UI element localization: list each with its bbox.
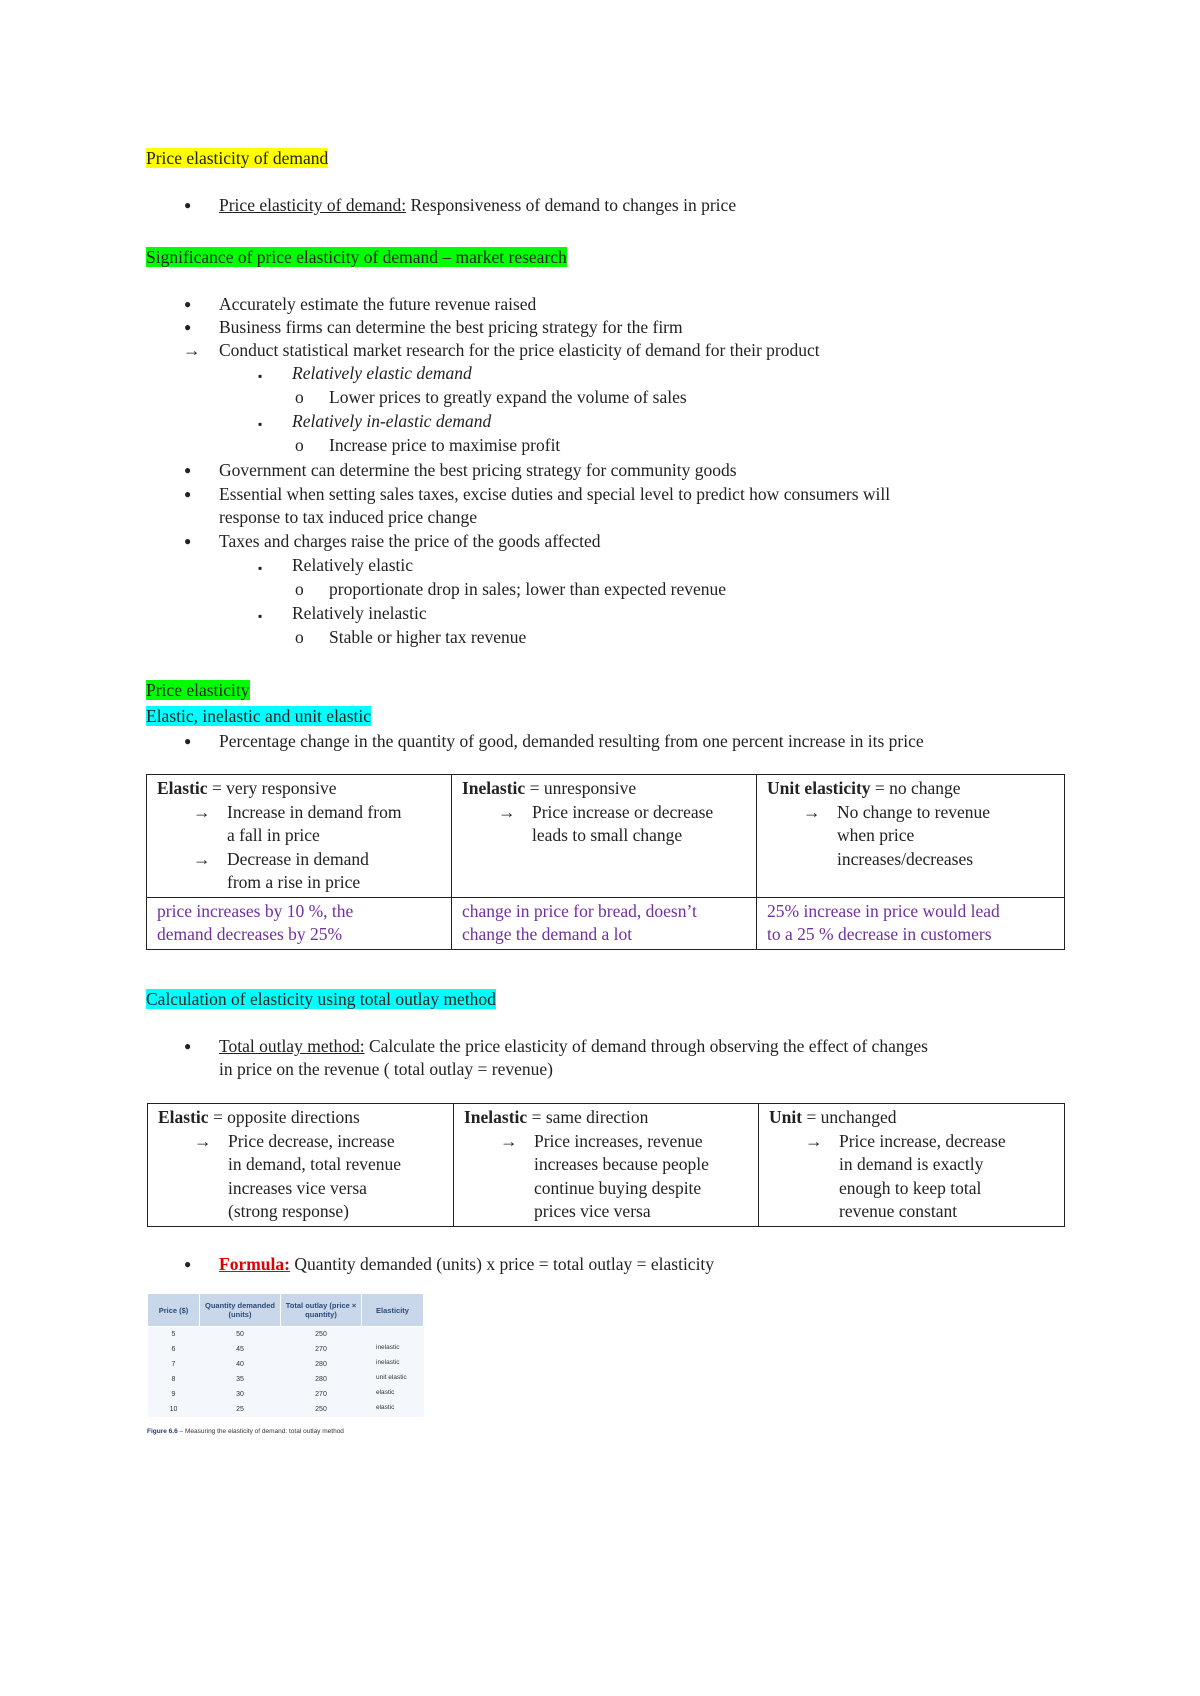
bullet-icon: ● <box>184 320 192 334</box>
list-item: Conduct statistical market research for the price elasticity of demand for their product <box>219 340 820 360</box>
square-bullet-icon: ▪ <box>258 561 263 575</box>
elasticity-types-table <box>146 774 1065 950</box>
arrow-icon: → <box>805 1130 823 1151</box>
figure-header-row <box>148 1294 424 1327</box>
figure-row: 5 50 250 <box>148 1327 424 1343</box>
arrow-icon: → <box>183 340 201 360</box>
circle-bullet-icon: o <box>295 627 304 647</box>
bullet-icon: ● <box>184 1257 192 1271</box>
list-item: Increase price to maximise profit <box>329 435 561 455</box>
list-item: Taxes and charges raise the price of the goods affected <box>219 531 601 551</box>
list-item: Essential when setting sales taxes, excise duties and special level to predict how consumers will <box>219 484 891 504</box>
definition-bullet-continued: in price on the revenue ( total outlay = revenue) <box>219 1059 553 1079</box>
figure-row: 10 25 250 <box>148 1402 424 1417</box>
definition-bullet: Price elasticity of demand: Responsiveness of demand to changes in price <box>219 195 737 215</box>
arrow-icon: → <box>193 848 211 869</box>
figure-header: Total outlay (price × quantity) <box>281 1294 362 1327</box>
square-bullet-icon: ▪ <box>258 369 263 383</box>
arrow-icon: → <box>193 801 211 822</box>
figure-header: Elasticity <box>362 1294 424 1327</box>
table-row <box>147 775 1065 898</box>
bullet-icon: ● <box>184 463 192 477</box>
figure-label: unit elastic <box>376 1374 407 1381</box>
list-item: Relatively in-elastic demand <box>292 411 492 431</box>
list-item: Relatively elastic <box>292 555 413 575</box>
table-cell-example: 25% increase in price would lead to a 25 % decrease in customers <box>757 897 1065 949</box>
total-outlay-table <box>147 1103 1065 1227</box>
table-cell-inelastic: Inelastic = same direction → Price increases, revenue increases because people continue buying despite prices vice versa <box>454 1104 759 1227</box>
heading-elastic-types: Elastic, inelastic and unit elastic <box>146 706 371 726</box>
figure-header: Price ($) <box>148 1294 200 1327</box>
heading-price-elasticity-of-demand: Price elasticity of demand <box>146 148 329 168</box>
circle-bullet-icon: o <box>295 435 304 455</box>
heading-total-outlay: Calculation of elasticity using total outlay method <box>146 989 496 1009</box>
circle-bullet-icon: o <box>295 579 304 599</box>
bullet-icon: ● <box>184 734 192 748</box>
figure-row: 7 40 280 <box>148 1357 424 1372</box>
figure-row: 8 35 280 <box>148 1372 424 1387</box>
list-item: Relatively inelastic <box>292 603 427 623</box>
figure-total-outlay <box>147 1293 423 1444</box>
figure-row: 9 30 270 <box>148 1387 424 1402</box>
square-bullet-icon: ▪ <box>258 609 263 623</box>
heading-price-elasticity: Price elasticity <box>146 680 250 700</box>
table-cell-example: change in price for bread, doesn’t change the demand a lot <box>452 897 757 949</box>
list-item: Percentage change in the quantity of good, demanded resulting from one percent increase in its price <box>219 731 924 751</box>
list-item-continued: response to tax induced price change <box>219 507 478 527</box>
list-item: Accurately estimate the future revenue raised <box>219 294 537 314</box>
bullet-icon: ● <box>184 487 192 501</box>
figure-caption: Figure 6.6 – Measuring the elasticity of demand: total outlay method <box>147 1428 344 1435</box>
figure-label: inelastic <box>376 1344 400 1351</box>
list-item: Lower prices to greatly expand the volume of sales <box>329 387 687 407</box>
table-cell-unit: Unit = unchanged → Price increase, decrease in demand is exactly enough to keep total revenue constant <box>759 1104 1065 1227</box>
table-row <box>147 897 1065 949</box>
arrow-icon: → <box>500 1130 518 1151</box>
arrow-icon: → <box>498 801 516 822</box>
arrow-icon: → <box>803 801 821 822</box>
definition-bullet: Total outlay method: Calculate the price elasticity of demand through observing the effect of changes <box>219 1036 928 1056</box>
table-cell-elastic: Elastic = very responsive → Increase in demand from a fall in price → Decrease in demand from a rise in price <box>147 775 452 898</box>
table-row <box>148 1104 1065 1227</box>
figure-label: elastic <box>376 1389 395 1396</box>
figure-header: Quantity demanded (units) <box>200 1294 281 1327</box>
formula-line: Formula: Quantity demanded (units) x price = total outlay = elasticity <box>219 1254 715 1274</box>
heading-significance: Significance of price elasticity of demand – market research <box>146 247 567 267</box>
list-item: Government can determine the best pricing strategy for community goods <box>219 460 737 480</box>
table-cell-example: price increases by 10 %, the demand decreases by 25% <box>147 897 452 949</box>
list-item: Business firms can determine the best pricing strategy for the firm <box>219 317 683 337</box>
list-item: Relatively elastic demand <box>292 363 472 383</box>
square-bullet-icon: ▪ <box>258 417 263 431</box>
bullet-icon: ● <box>184 198 192 212</box>
bullet-icon: ● <box>184 1039 192 1053</box>
bullet-icon: ● <box>184 534 192 548</box>
figure-label: elastic <box>376 1404 395 1411</box>
circle-bullet-icon: o <box>295 387 304 407</box>
arrow-icon: → <box>194 1130 212 1151</box>
list-item: proportionate drop in sales; lower than expected revenue <box>329 579 727 599</box>
table-cell-elastic: Elastic = opposite directions → Price decrease, increase in demand, total revenue increases vice versa (strong response) <box>148 1104 454 1227</box>
list-item: Stable or higher tax revenue <box>329 627 527 647</box>
figure-label: inelastic <box>376 1359 400 1366</box>
table-cell-inelastic: Inelastic = unresponsive → Price increase or decrease leads to small change <box>452 775 757 898</box>
figure-row: 6 45 270 <box>148 1342 424 1357</box>
bullet-icon: ● <box>184 297 192 311</box>
table-cell-unit: Unit elasticity = no change → No change to revenue when price increases/decreases <box>757 775 1065 898</box>
